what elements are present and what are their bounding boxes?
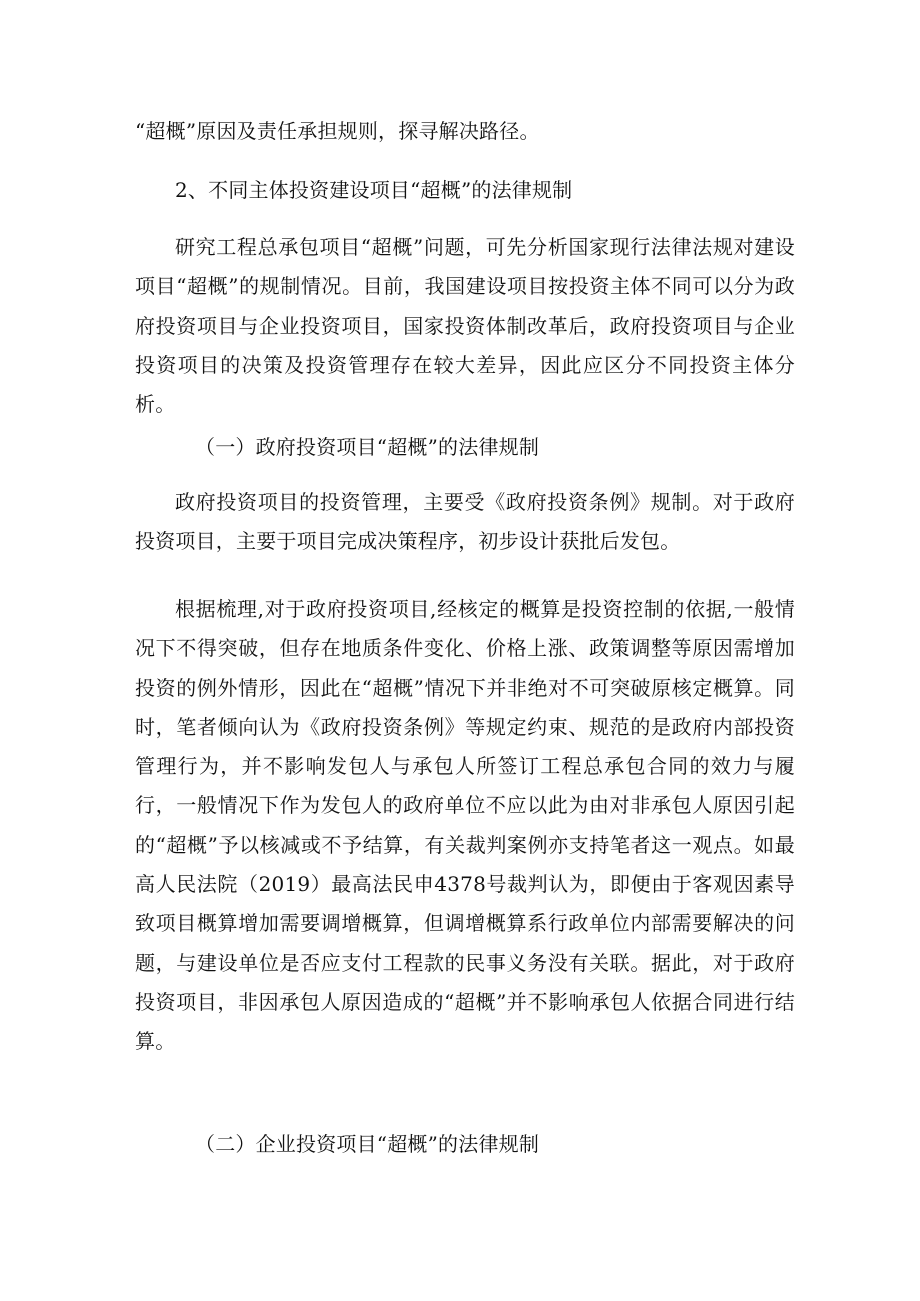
subsection-heading-enterprise: （二）企业投资项目“超概”的法律规制 — [195, 1132, 540, 1156]
government-management-paragraph: 政府投资项目的投资管理，主要受《政府投资条例》规制。对于政府投资项目，主要于项目完成决策程序，初步设计获批后发包。 — [135, 490, 795, 554]
section-heading-2: 2、不同主体投资建设项目“超概”的法律规制 — [175, 178, 573, 202]
government-analysis-paragraph: 根据梳理,对于政府投资项目,经核定的概算是投资控制的依据,一般情况下不得突破，但存在地质条件变化、价格上涨、政策调整等原因需增加投资的例外情形，因此在“超概”情况下并非绝对不可突破原核定概算。同时，笔者倾向认为《政府投资条例》等规定约束、规范的是政府内部投资管理行为，并不影响发包人与承包人所签订工程总承包合同的效力与履行，一般情况下作为发包人的政府单位不应以此为由对非承包人原因引起的“超概”予以核减或不予结算，有关裁判案例亦支持笔者这一观点。如最高人民法院（2019）最高法民申4378号裁判认为，即便由于客观因素导致项目概算增加需要调增概算，但调增概算系行政单位内部需要解决的问题，与建设单位是否应支付工程款的民事义务没有关联。据此，对于政府投资项目，非因承包人原因造成的“超概”并不影响承包人依据合同进行结算。 — [135, 597, 795, 1054]
intro-paragraph: “超概”原因及责任承担规则，探寻解决路径。 — [135, 119, 540, 143]
subsection-heading-government: （一）政府投资项目“超概”的法律规制 — [195, 435, 540, 459]
research-paragraph: 研究工程总承包项目“超概”问题，可先分析国家现行法律法规对建设项目“超概”的规制情况。目前，我国建设项目按投资主体不同可以分为政府投资项目与企业投资项目，国家投资体制改革后，政府投资项目与企业投资项目的决策及投资管理存在较大差异，因此应区分不同投资主体分析。 — [135, 235, 795, 417]
